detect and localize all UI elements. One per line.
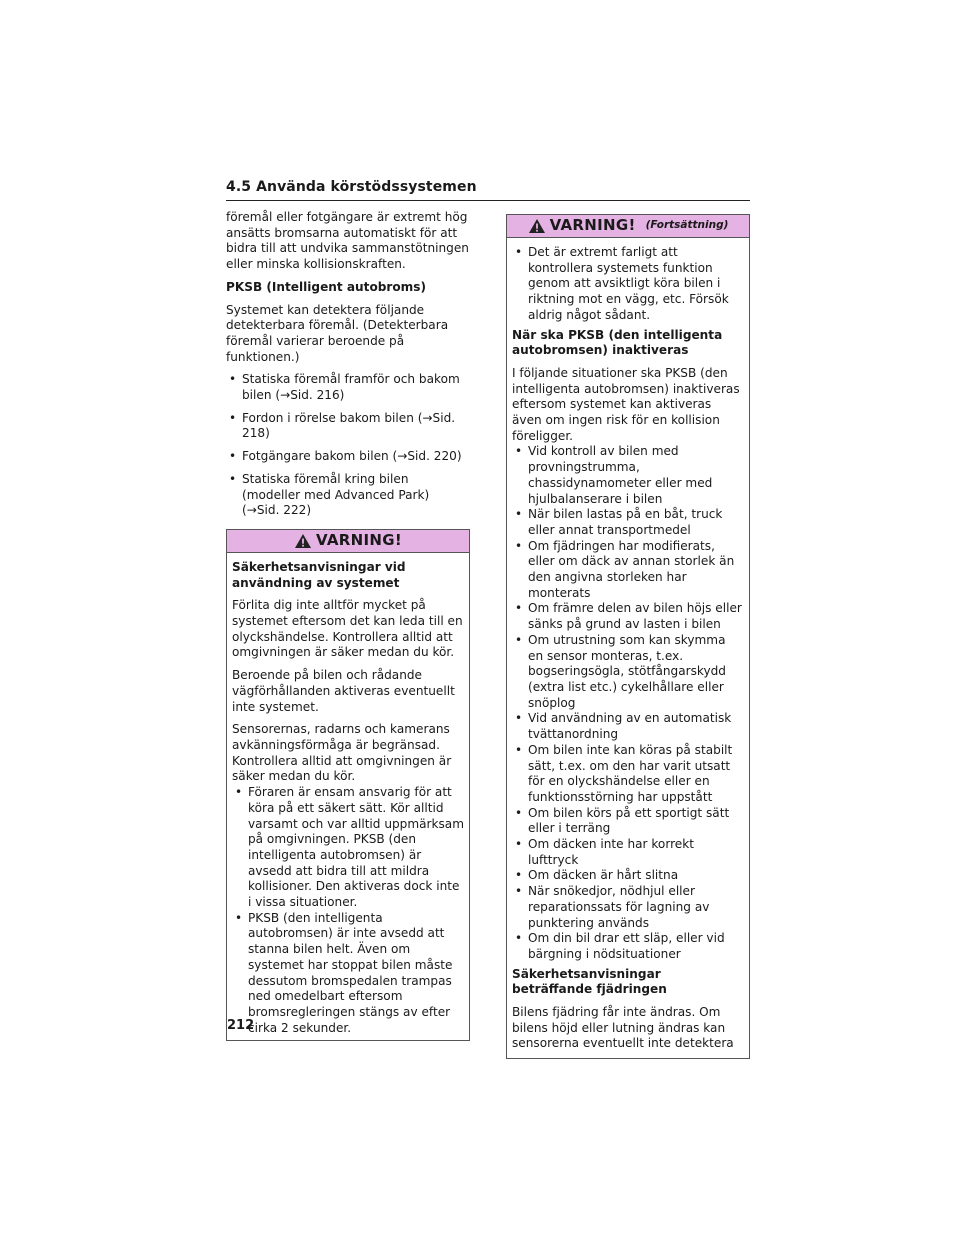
list-item: • Vid användning av en automatisk tvättanordning [512,711,744,742]
inactive-heading: När ska PKSB (den intelligenta autobromsen) inaktiveras [512,327,723,358]
warning-box-continued [506,214,750,1059]
page-number: 212 [227,1018,255,1033]
list-item: • När snökedjor, nödhjul eller reparationssats för lagning av punktering används [512,884,744,931]
warning-continued-label: (Fortsättning) [645,219,729,232]
list-item: • Om däcken inte har korrekt lufttryck [512,837,744,868]
list-item: • Om däcken är hårt slitna [512,868,744,884]
list-item: • Det är extremt farligt att kontrollera systemets funktion genom att avsiktligt köra bilen i riktning mot en vägg, etc. Försök aldrig något sådant. [512,245,744,324]
section-title: 4.5 Använda körstödssystemen [226,179,477,195]
warning-box [226,529,470,1041]
suspension-heading: Säkerhetsanvisningar beträffande fjädringen [512,966,667,997]
list-item: • Fotgängare bakom bilen (→Sid. 220) [226,449,470,465]
warning-title: VARNING! [549,216,636,235]
list-item: • Vid kontroll av bilen med provningstrumma, chassidynamometer eller med hjulbalanserare i bilen [512,444,744,507]
warning-triangle-icon [528,218,546,234]
warning-paragraph: Förlita dig inte alltför mycket på systemet eftersom det kan leda till en olyckshändelse. Kontrollera alltid att omgivningen är säker medan du kör. [232,598,463,660]
list-item: • Om utrustning som kan skymma en sensor monteras, t.ex. bogseringsögla, stötfångarskydd (extra list etc.) cykelhållare eller snöplog [512,633,744,712]
section-header [226,178,750,201]
list-item: • Om bilen körs på ett sportigt sätt eller i terräng [512,806,744,837]
list-item: • Om din bil drar ett släp, eller vid bärgning i nödsituationer [512,931,744,962]
suspension-paragraph: Bilens fjädring får inte ändras. Om bilens höjd eller lutning ändras kan sensorerna eventuellt inte detektera [512,1005,734,1051]
intro-paragraph: föremål eller fotgängare är extremt hög ansätts bromsarna automatiskt för att bidra till att undvika sammanstötningen eller minska kollisionskraften. [226,210,469,272]
warning-bullets [512,245,744,324]
list-item: • När bilen lastas på en båt, truck eller annat transportmedel [512,507,744,538]
warning-header [507,215,749,238]
list-item: • Statiska föremål kring bilen (modeller med Advanced Park) (→Sid. 222) [226,472,470,519]
inactive-situations-list [512,444,744,962]
list-item: • Föraren är ensam ansvarig för att köra på ett säkert sätt. Kör alltid varsamt och var alltid uppmärksam på omgivningen. PKSB (den intelligenta autobromsen) är avsedd att bidra till att mildra kollisioner. Den aktiveras dock inte i vissa situationer. [232,785,464,911]
inactive-paragraph: I följande situationer ska PKSB (den intelligenta autobromsen) inaktiveras eftersom systemet kan aktiveras även om ingen risk för en kollision föreligger. [512,365,740,443]
pksb-paragraph: Systemet kan detektera följande detekterbara föremål. (Detekterbara föremål varierar beroende på funktionen.) [226,302,449,364]
warning-title: VARNING! [316,531,402,550]
list-item: • Om främre delen av bilen höjs eller sänks på grund av lasten i bilen [512,601,744,632]
left-column [226,210,470,1041]
list-item: • Statiska föremål framför och bakom bilen (→Sid. 216) [226,372,470,403]
list-item: • Om fjädringen har modifierats, eller om däck av annan storlek än den angivna storleken har monterats [512,539,744,602]
right-column [506,210,750,1059]
list-item: • Om bilen inte kan köras på stabilt sätt, t.ex. om den har varit utsatt för en olyckshändelse eller en funktionsstörning har uppstått [512,743,744,806]
list-item: • Fordon i rörelse bakom bilen (→Sid. 218) [226,411,470,442]
warning-header [227,530,469,553]
warning-body [507,238,749,1058]
warning-bullets [232,785,464,1036]
warning-subheading: Säkerhetsanvisningar vid användning av systemet [232,559,406,590]
warning-paragraph: Beroende på bilen och rådande vägförhållanden aktiveras eventuellt inte systemet. [232,668,455,714]
detectable-objects-list [226,372,470,519]
warning-triangle-icon [294,533,312,549]
warning-paragraph: Sensorernas, radarns och kamerans avkänningsförmåga är begränsad. Kontrollera alltid att omgivningen är säker medan du kör. [232,722,452,784]
warning-body [227,553,469,1040]
list-item: • PKSB (den intelligenta autobromsen) är inte avsedd att stanna bilen helt. Även om systemet har stoppat bilen måste dessutom bromspedalen trampas ned omedelbart eftersom bromsregleringen stängs av efter cirka 2 sekunder. [232,911,464,1037]
pksb-heading: PKSB (Intelligent autobroms) [226,279,427,294]
